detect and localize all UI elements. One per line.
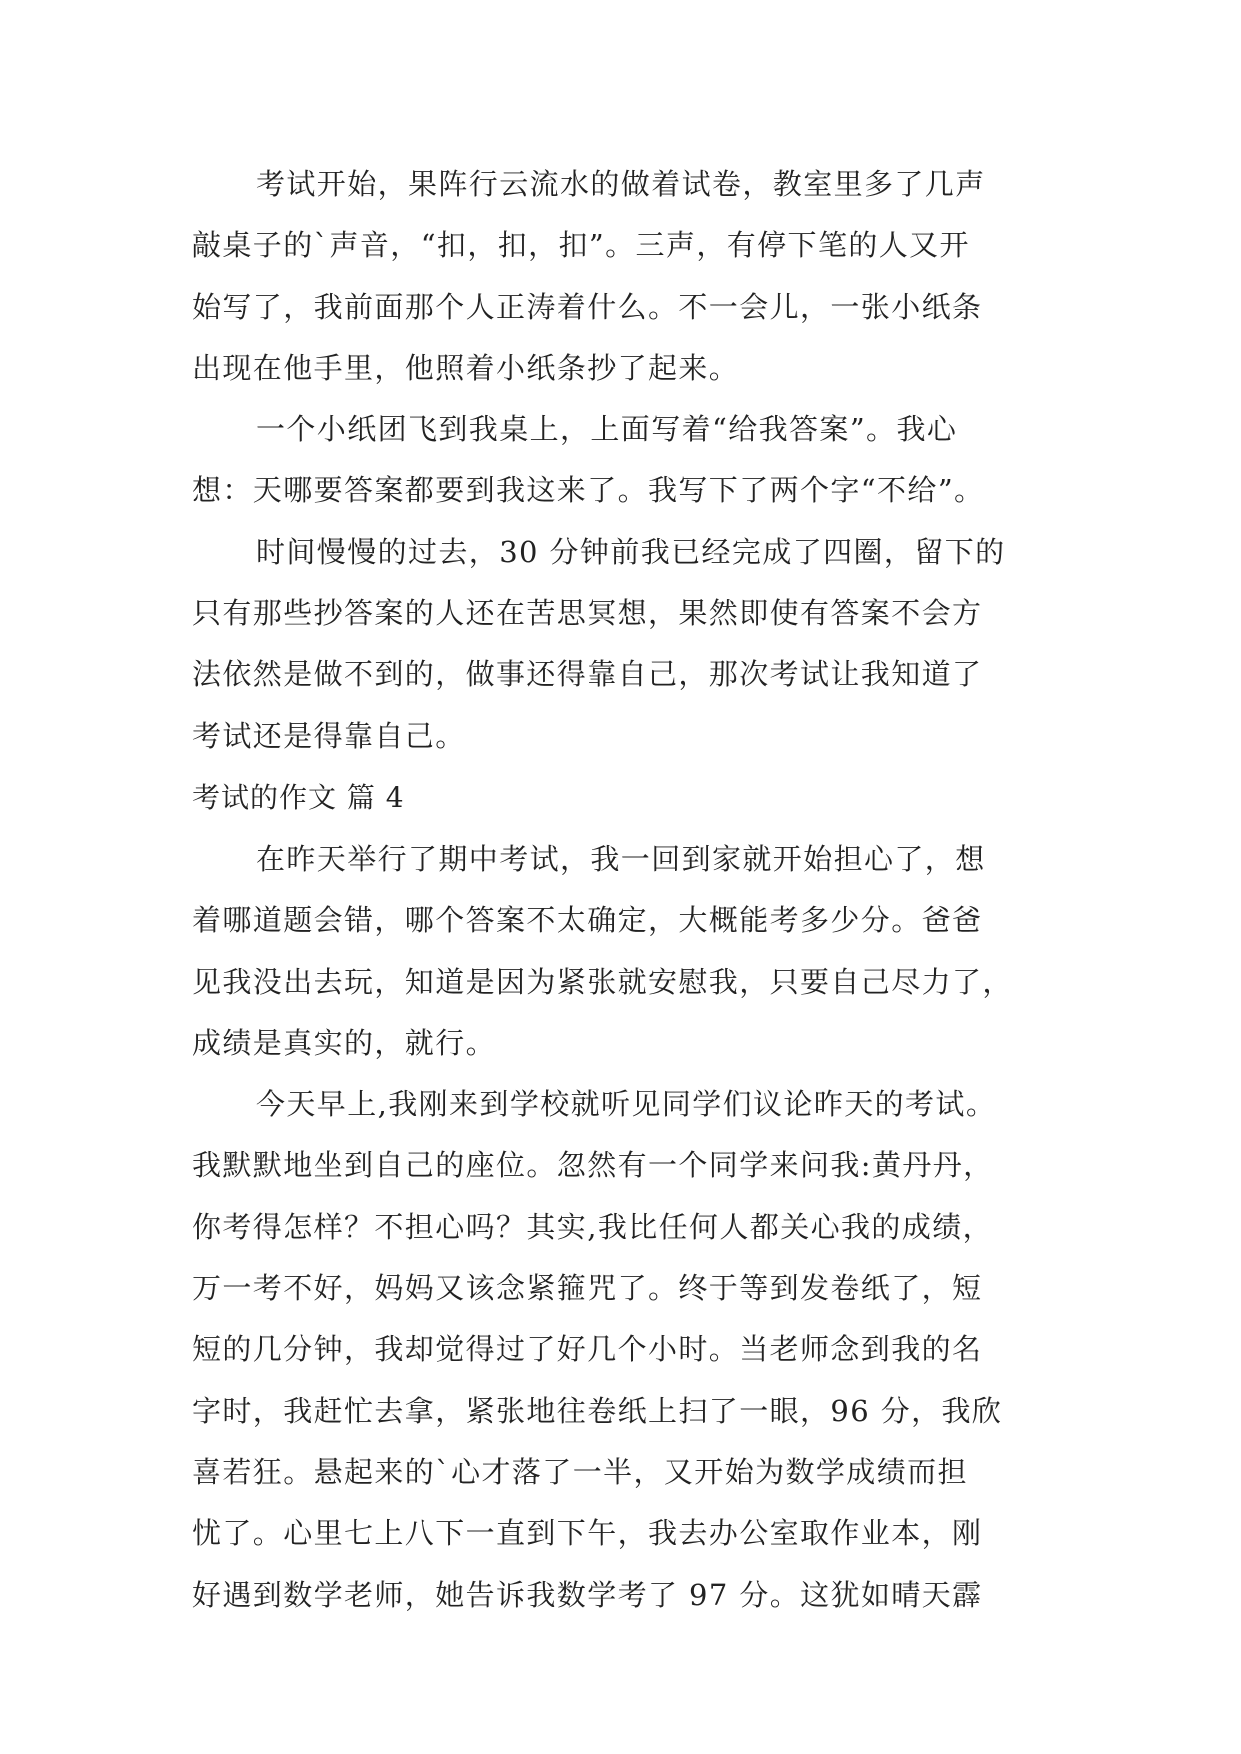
paragraph-3-line-1: 时间慢慢的过去，30 分钟前我已经完成了四圈，留下的 [256,534,1006,569]
paragraph-1-line-4: 出现在他手里，他照着小纸条抄了起来。 [192,350,740,385]
paragraph-3-line-3: 法依然是做不到的，做事还得靠自己，那次考试让我知道了 [192,657,983,692]
paragraph-4-line-3: 见我没出去玩，知道是因为紧张就安慰我，只要自己尽力了， [192,964,1013,999]
paragraph-5-line-9: 好遇到数学老师，她告诉我数学考了 97 分。这犹如晴天霹 [192,1577,983,1612]
paragraph-5-line-2: 我默默地坐到自己的座位。忽然有一个同学来问我:黄丹丹， [192,1148,994,1183]
paragraph-5-line-1: 今天早上,我刚来到学校就听见同学们议论昨天的考试。 [256,1087,997,1122]
paragraph-5-line-7: 喜若狂。悬起来的`心才落了一半，又开始为数学成绩而担 [192,1454,968,1489]
paragraph-5-line-6: 字时，我赶忙去拿，紧张地往卷纸上扫了一眼，96 分，我欣 [192,1393,1003,1428]
paragraph-1-line-2: 敲桌子的`声音，“扣，扣，扣”。三声，有停下笔的人又开 [192,228,970,263]
paragraph-4-line-1: 在昨天举行了期中考试，我一回到家就开始担心了，想 [256,841,986,876]
paragraph-2-line-1: 一个小纸团飞到我桌上，上面写着“给我答案”。我心 [256,412,958,447]
paragraph-3-line-2: 只有那些抄答案的人还在苦思冥想，果然即使有答案不会方 [192,596,983,631]
paragraph-5-line-4: 万一考不好，妈妈又该念紧箍咒了。终于等到发卷纸了，短 [192,1271,983,1306]
paragraph-1-line-3: 始写了，我前面那个人正涛着什么。不一会儿，一张小纸条 [192,289,983,324]
paragraph-1-line-1: 考试开始，果阵行云流水的做着试卷，教室里多了几声 [256,167,986,201]
paragraph-5-line-3: 你考得怎样？不担心吗？其实,我比任何人都关心我的成绩， [192,1209,994,1244]
paragraph-5-line-8: 忧了。心里七上八下一直到下午，我去办公室取作业本，刚 [192,1516,983,1551]
paragraph-3-line-4: 考试还是得靠自己。 [192,718,466,753]
paragraph-2-line-2: 想：天哪要答案都要到我这来了。我写下了两个字“不给”。 [192,473,985,508]
paragraph-4-line-4: 成绩是真实的，就行。 [192,1025,497,1060]
section-heading: 考试的作文 篇 4 [192,780,405,814]
paragraph-5-line-5: 短的几分钟，我却觉得过了好几个小时。当老师念到我的名 [192,1332,983,1367]
paragraph-4-line-2: 着哪道题会错，哪个答案不太确定，大概能考多少分。爸爸 [192,903,983,938]
document-body [192,154,1052,1626]
